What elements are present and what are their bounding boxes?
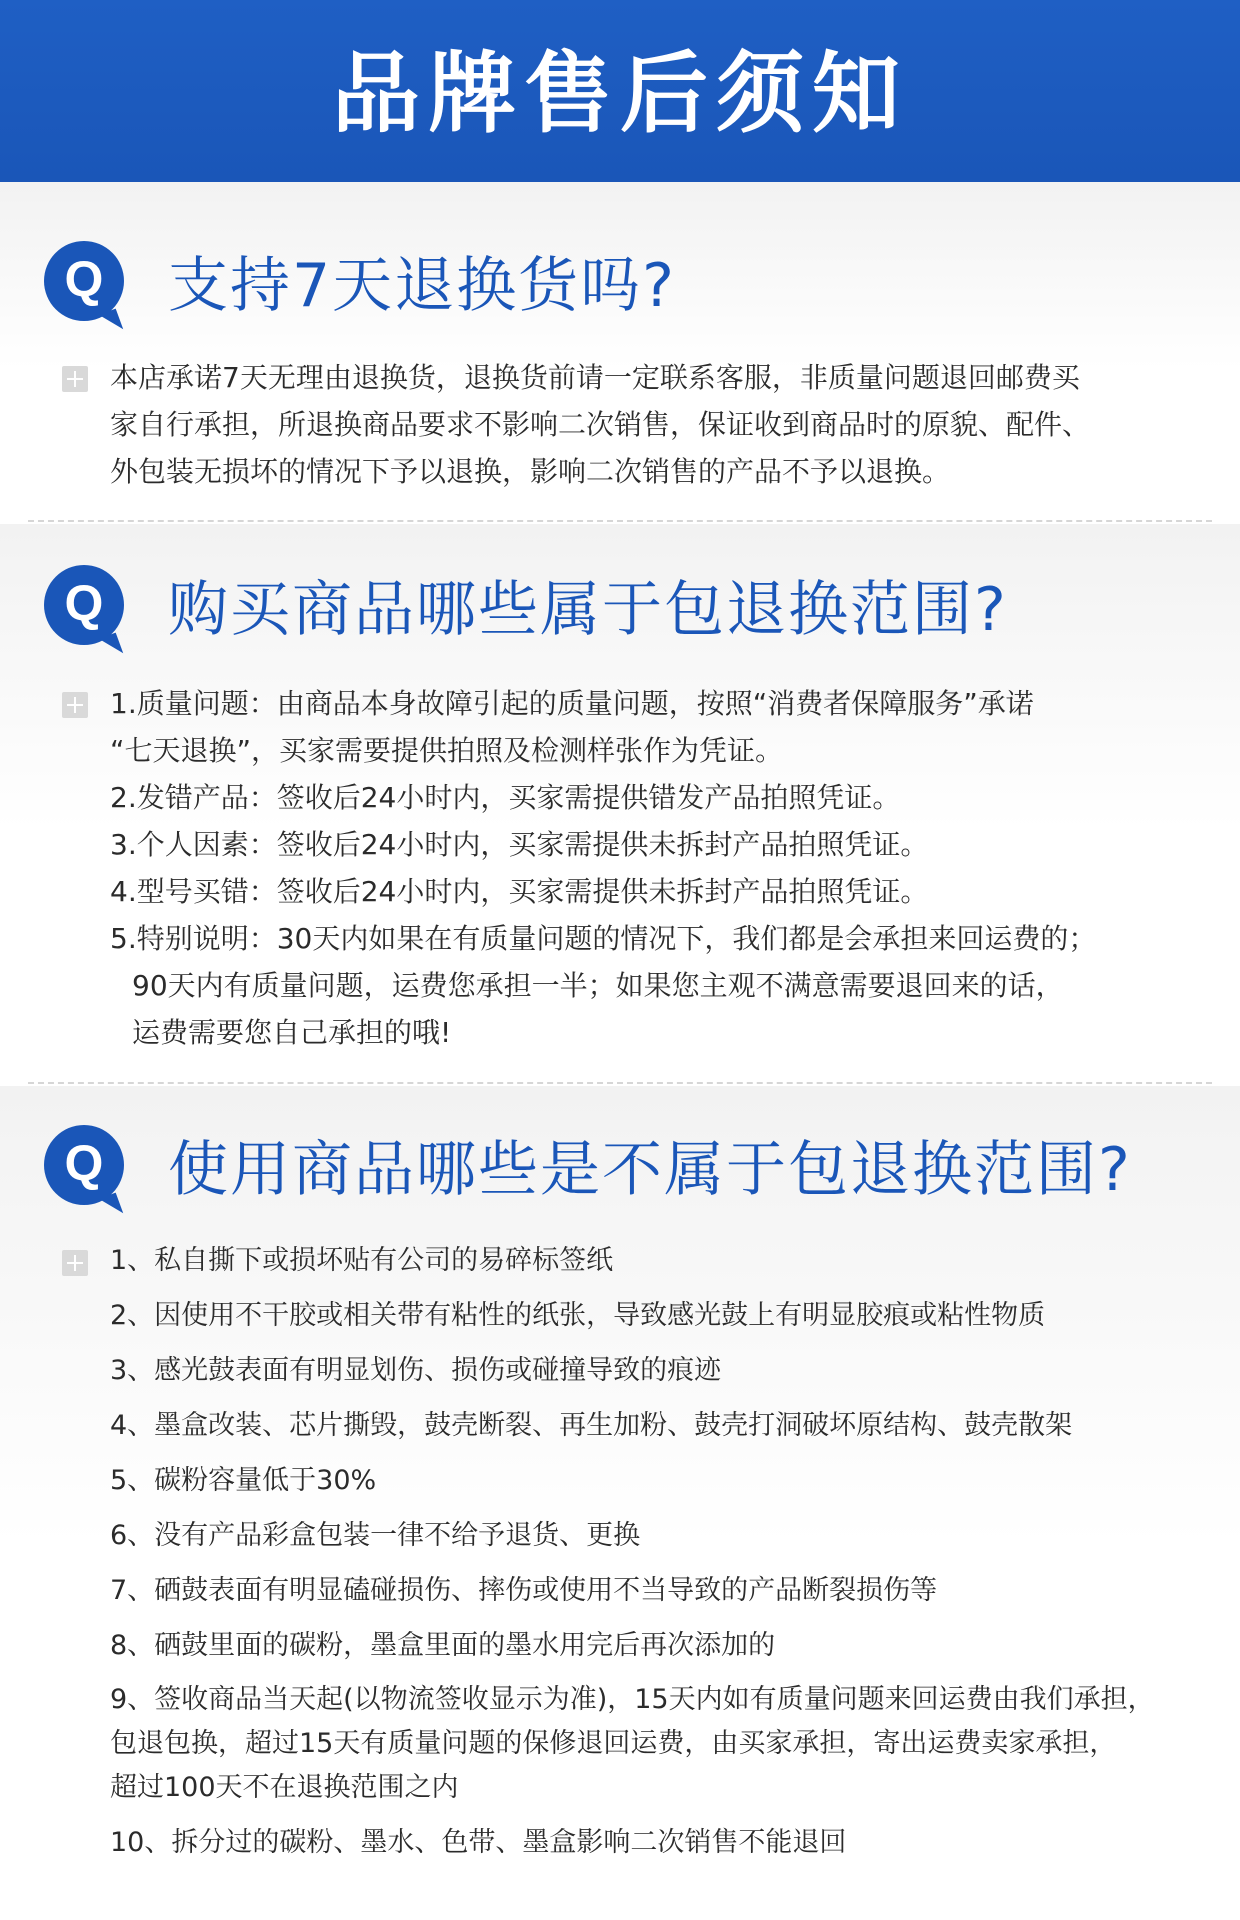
plus-icon	[62, 692, 88, 718]
dashed-divider	[28, 1082, 1212, 1084]
answer-line: 4.型号买错：签收后24小时内，买家需提供未拆封产品拍照凭证。	[110, 875, 929, 908]
list-item: 超过100天不在退换范围之内	[110, 1772, 459, 1803]
question-title: 使用商品哪些是不属于包退换范围?	[168, 1135, 1132, 1205]
list-item: 6、没有产品彩盒包装一律不给予退货、更换	[110, 1520, 641, 1551]
faq-section-2	[0, 524, 1240, 1080]
list-item: 3、感光鼓表面有明显划伤、损伤或碰撞导致的痕迹	[110, 1355, 722, 1386]
answer-line: 2.发错产品：签收后24小时内，买家需提供错发产品拍照凭证。	[110, 781, 901, 814]
question-title: 支持7天退换货吗?	[168, 251, 677, 321]
q-badge-icon: Q	[44, 241, 124, 321]
faq-section-3	[0, 1086, 1240, 1920]
answer-text	[110, 680, 1200, 1056]
answer-line: 1.质量问题：由商品本身故障引起的质量问题，按照“消费者保障服务”承诺	[110, 687, 1034, 720]
answer-line: 5.特别说明：30天内如果在有质量问题的情况下，我们都是会承担来回运费的；	[110, 922, 1097, 955]
question-row	[44, 1122, 1132, 1208]
answer-line: 3.个人因素：签收后24小时内，买家需提供未拆封产品拍照凭证。	[110, 828, 929, 861]
page-header	[0, 0, 1240, 182]
faq-section-1	[0, 182, 1240, 522]
list-item: 9、签收商品当天起(以物流签收显示为准)，15天内如有质量问题来回运费由我们承担，	[110, 1684, 1155, 1715]
answer-line: 家自行承担，所退换商品要求不影响二次销售，保证收到商品时的原貌、配件、	[110, 408, 1091, 441]
answer-line: 本店承诺7天无理由退换货，退换货前请一定联系客服，非质量问题退回邮费买	[110, 361, 1080, 394]
q-badge-icon: Q	[44, 1125, 124, 1205]
answer-line: 运费需要您自己承担的哦!	[132, 1016, 452, 1049]
q-badge-icon: Q	[44, 565, 124, 645]
list-item: 2、因使用不干胶或相关带有粘性的纸张，导致感光鼓上有明显胶痕或粘性物质	[110, 1300, 1046, 1331]
page-title: 品牌售后须知	[331, 42, 908, 145]
question-title: 购买商品哪些属于包退换范围?	[168, 575, 1008, 645]
list-item: 包退包换，超过15天有质量问题的保修退回运费，由买家承担，寄出运费卖家承担，	[110, 1728, 1117, 1759]
answer-line: 外包装无损坏的情况下予以退换，影响二次销售的产品不予以退换。	[110, 455, 951, 488]
plus-icon	[62, 1250, 88, 1276]
list-item: 7、硒鼓表面有明显磕碰损伤、摔伤或使用不当导致的产品断裂损伤等	[110, 1575, 938, 1606]
answer-line: 90天内有质量问题，运费您承担一半；如果您主观不满意需要退回来的话，	[132, 969, 1064, 1002]
plus-icon	[62, 366, 88, 392]
list-item: 10、拆分过的碳粉、墨水、色带、墨盒影响二次销售不能退回	[110, 1827, 847, 1858]
list-item: 8、硒鼓里面的碳粉，墨盒里面的墨水用完后再次添加的	[110, 1630, 776, 1661]
question-row	[44, 562, 1008, 648]
list-item: 5、碳粉容量低于30%	[110, 1465, 377, 1496]
list-item: 1、私自撕下或损坏贴有公司的易碎标签纸	[110, 1245, 614, 1276]
exclusion-list	[110, 1238, 1210, 1866]
answer-line: “七天退换”，买家需要提供拍照及检测样张作为凭证。	[110, 734, 784, 767]
dashed-divider	[28, 520, 1212, 522]
list-item: 4、墨盒改装、芯片撕毁，鼓壳断裂、再生加粉、鼓壳打洞破坏原结构、鼓壳散架	[110, 1410, 1073, 1441]
question-row	[44, 238, 676, 324]
answer-text	[110, 354, 1200, 495]
